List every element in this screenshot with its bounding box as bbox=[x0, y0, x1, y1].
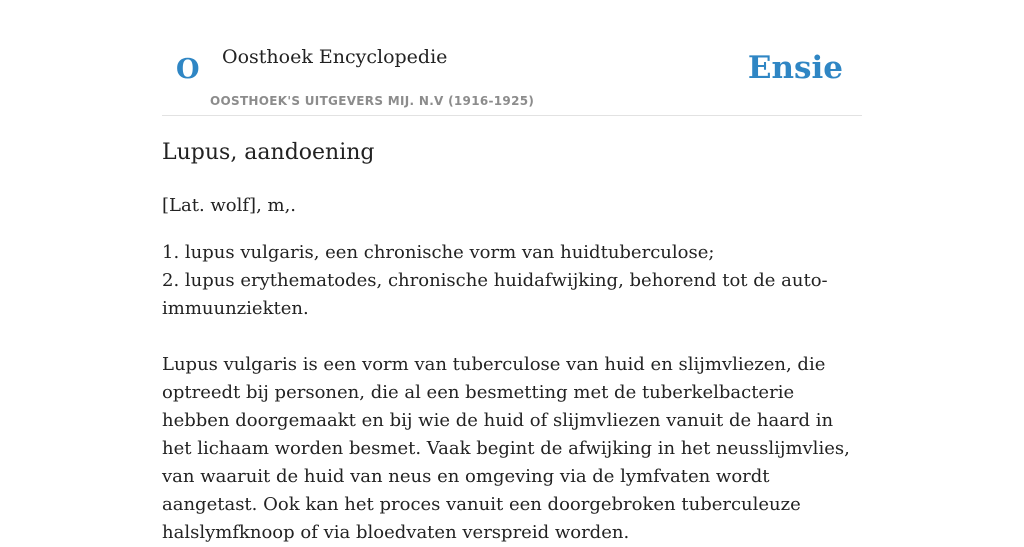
source-publisher: OOSTHOEK'S UITGEVERS MIJ. N.V (1916-1925) bbox=[210, 94, 535, 108]
definition-item: 1. lupus vulgaris, een chronische vorm van huidtuberculose; bbox=[162, 242, 715, 263]
brand-logo-link[interactable]: Ensie bbox=[747, 50, 843, 86]
article-title: Lupus, aandoening bbox=[162, 140, 375, 165]
article-paragraph: Lupus vulgaris is een vorm van tuberculose van huid en slijmvliezen, die optreedt bij personen, die al een besmetting met de tuberkelbacterie hebben doorgemaakt en bij wie de huid of slijmvliezen vanuit de haard in het lichaam worden besmet. Vaak begint de afwijking in het neusslijmvlies, van waaruit de huid van neus en omgeving via de lymfvaten wordt aangetast. Ook kan het proces vanuit een doorgebroken tuberculeuze halslymfknoop of via bloedvaten verspreid worden. bbox=[162, 354, 850, 543]
source-header bbox=[162, 0, 862, 116]
article-body bbox=[162, 192, 862, 547]
etymology: [Lat. wolf], m,. bbox=[162, 195, 297, 216]
page bbox=[162, 0, 862, 543]
definition-item: 2. lupus erythematodes, chronische huidafwijking, behorend tot de auto-immuunziekten. bbox=[162, 270, 828, 319]
source-logo: O bbox=[176, 54, 200, 85]
source-title[interactable]: Oosthoek Encyclopedie bbox=[222, 46, 448, 68]
definition-list bbox=[162, 239, 862, 323]
